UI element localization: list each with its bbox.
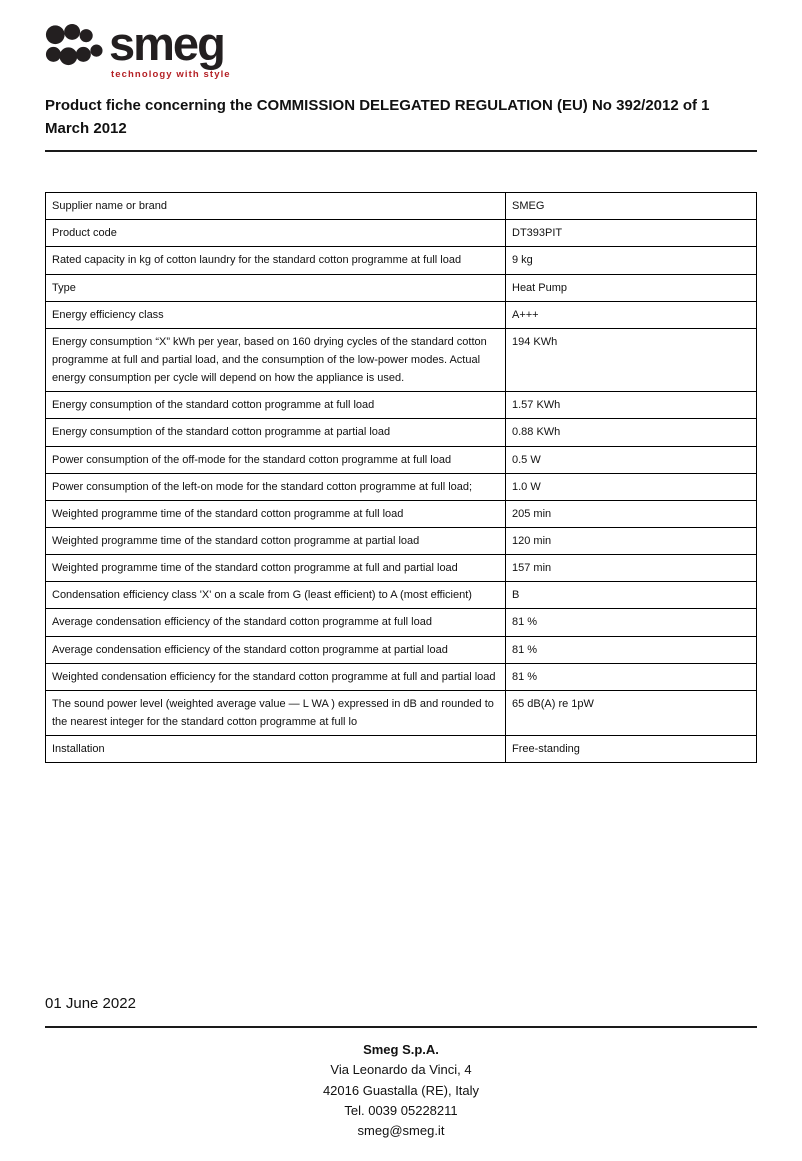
table-row (46, 582, 757, 609)
table-row (46, 736, 757, 763)
footer-divider (45, 1026, 757, 1028)
row-label: Weighted programme time of the standard cotton programme at full and partial load (46, 555, 506, 582)
smeg-dots-icon (45, 22, 103, 68)
row-label: Power consumption of the left-on mode for the standard cotton programme at full load; (46, 473, 506, 500)
row-label: Installation (46, 736, 506, 763)
brand-name: smeg (109, 17, 224, 70)
row-value: 194 KWh (506, 328, 757, 391)
phone-number: Tel. 0039 05228211 (344, 1102, 458, 1118)
row-value: B (506, 582, 757, 609)
row-label: Power consumption of the off-mode for the standard cotton programme at full load (46, 446, 506, 473)
row-label: Rated capacity in kg of cotton laundry for the standard cotton programme at full load (46, 247, 506, 274)
company-name: Smeg S.p.A. (363, 1042, 439, 1058)
address-line-2: 42016 Guastalla (RE), Italy (322, 1082, 480, 1098)
row-label: Average condensation efficiency of the standard cotton programme at partial load (46, 636, 506, 663)
row-label: Weighted programme time of the standard cotton programme at partial load (46, 527, 506, 554)
row-value: 120 min (506, 527, 757, 554)
row-value: SMEG (506, 193, 757, 220)
table-row (46, 609, 757, 636)
row-label: Energy consumption of the standard cotton programme at partial load (46, 419, 506, 446)
row-label: Supplier name or brand (46, 193, 506, 220)
table-row (46, 220, 757, 247)
table-row (46, 193, 757, 220)
email-address: smeg@smeg.it (357, 1122, 445, 1138)
row-value: 1.0 W (506, 473, 757, 500)
row-label: The sound power level (weighted average value — L WA ) expressed in dB and rounded to the nearest integer for the standard cotton programme at full lo (46, 690, 506, 735)
row-value: 81 % (506, 609, 757, 636)
table-row (46, 555, 757, 582)
smeg-logo (45, 17, 757, 80)
table-row (46, 419, 757, 446)
table-row (46, 392, 757, 419)
row-value: Free-standing (506, 736, 757, 763)
table-row (46, 274, 757, 301)
product-fiche-table (45, 192, 757, 763)
table-row (46, 663, 757, 690)
address-line-1: Via Leonardo da Vinci, 4 (330, 1062, 472, 1078)
brand-block (109, 17, 231, 80)
table-row (46, 446, 757, 473)
row-value: 0.88 KWh (506, 419, 757, 446)
table-row (46, 527, 757, 554)
row-label: Energy consumption of the standard cotton programme at full load (46, 392, 506, 419)
row-value: 65 dB(A) re 1pW (506, 690, 757, 735)
row-value: DT393PIT (506, 220, 757, 247)
table-row (46, 636, 757, 663)
table-row (46, 690, 757, 735)
table-row (46, 328, 757, 391)
row-value: A+++ (506, 301, 757, 328)
row-value: 1.57 KWh (506, 392, 757, 419)
row-label: Condensation efficiency class 'X' on a scale from G (least efficient) to A (most efficient) (46, 582, 506, 609)
row-value: 81 % (506, 663, 757, 690)
row-value: 81 % (506, 636, 757, 663)
row-label: Product code (46, 220, 506, 247)
row-value: Heat Pump (506, 274, 757, 301)
document-title: Product fiche concerning the COMMISSION DELEGATED REGULATION (EU) No 392/2012 of 1 March 2012 (45, 96, 710, 137)
row-value: 0.5 W (506, 446, 757, 473)
brand-tagline: technology with style (111, 68, 231, 80)
row-label: Energy consumption “X” kWh per year, based on 160 drying cycles of the standard cotton programme at full and partial load, and the consumption of the low-power modes. Actual energy consumption per cycle will depend on how the appliance is used. (46, 328, 506, 391)
table-row (46, 500, 757, 527)
row-label: Energy efficiency class (46, 301, 506, 328)
row-label: Type (46, 274, 506, 301)
row-value: 9 kg (506, 247, 757, 274)
document-date: 01 June 2022 (45, 995, 136, 1013)
row-value: 205 min (506, 500, 757, 527)
title-divider (45, 150, 757, 152)
row-label: Weighted condensation efficiency for the standard cotton programme at full and partial load (46, 663, 506, 690)
table-row (46, 247, 757, 274)
row-label: Weighted programme time of the standard cotton programme at full load (46, 500, 506, 527)
table-row (46, 301, 757, 328)
row-value: 157 min (506, 555, 757, 582)
row-label: Average condensation efficiency of the standard cotton programme at full load (46, 609, 506, 636)
footer (45, 1040, 757, 1141)
table-row (46, 473, 757, 500)
